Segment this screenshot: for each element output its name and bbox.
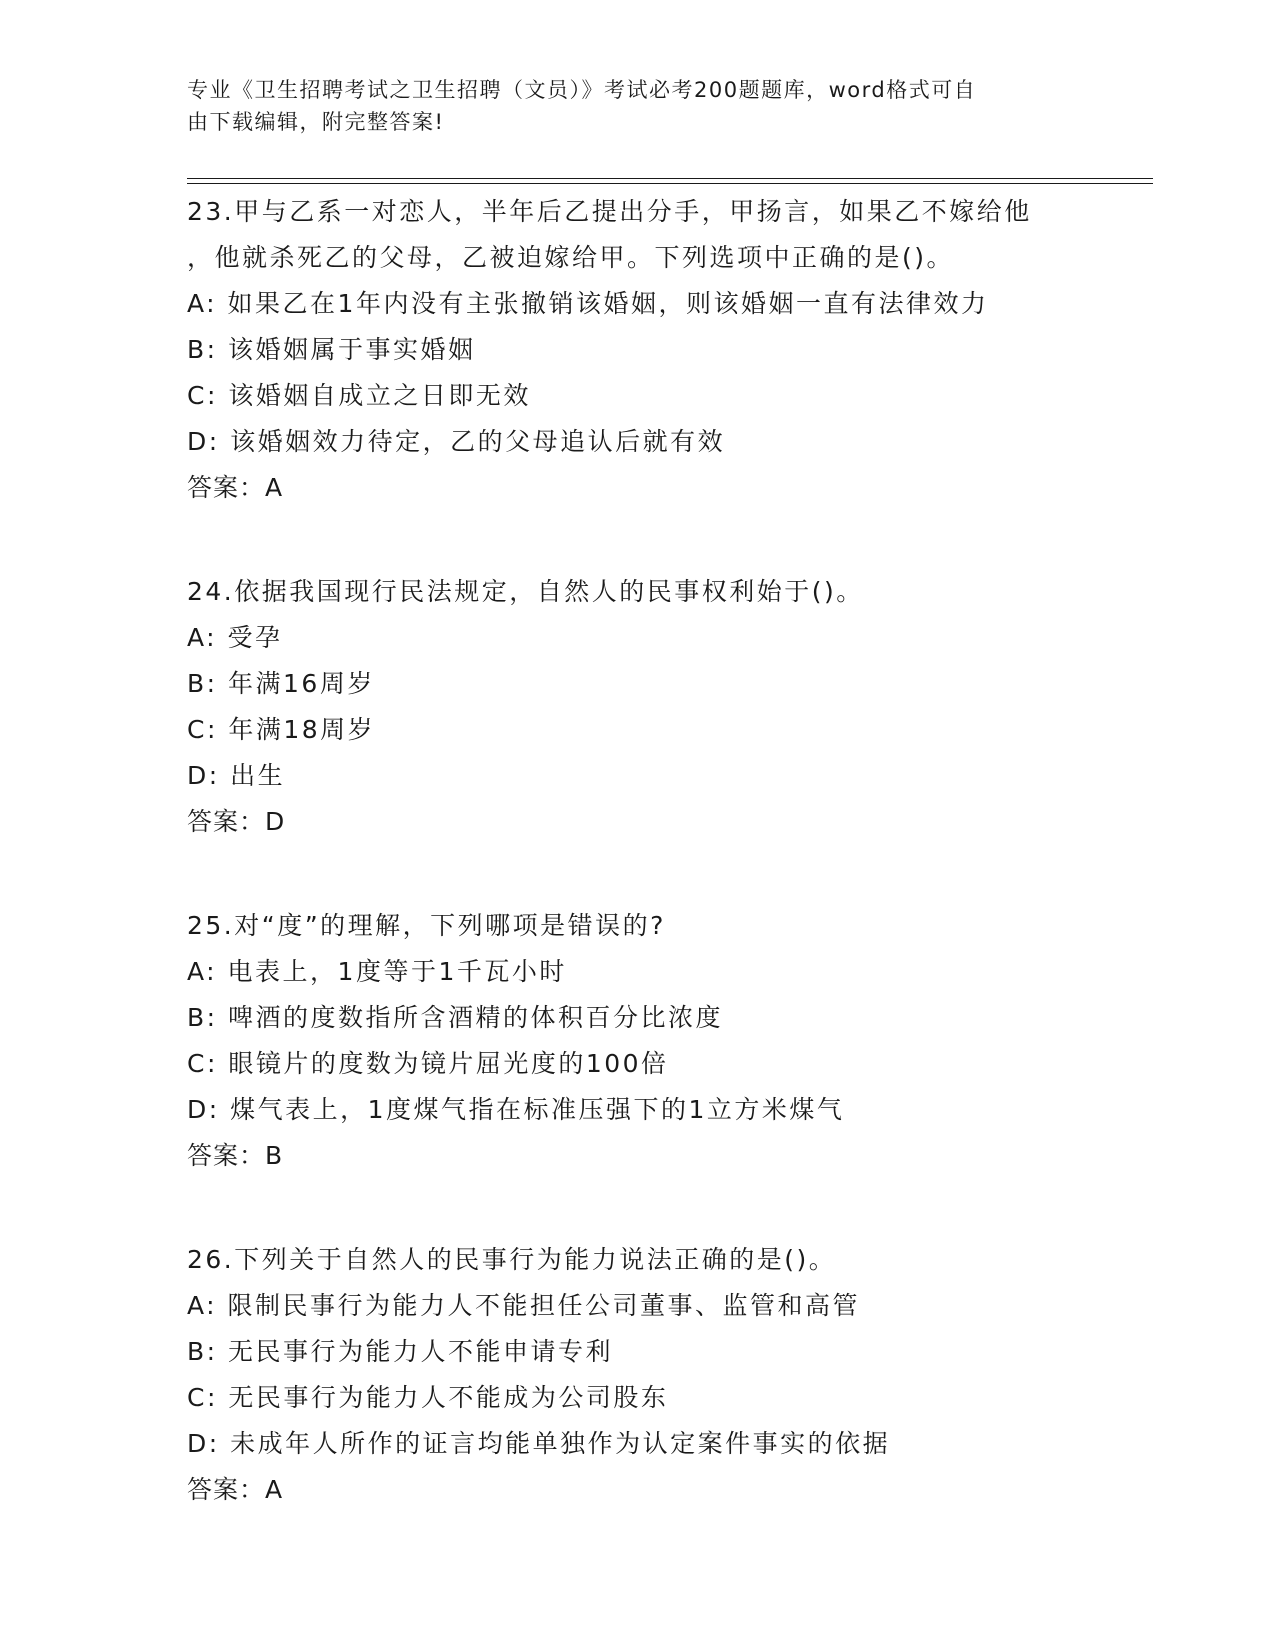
option-b: B: 无民事行为能力人不能申请专利 — [187, 1337, 614, 1366]
question-23 — [187, 189, 1127, 511]
option-b: B: 年满16周岁 — [187, 669, 375, 698]
header-line-1: 专业《卫生招聘考试之卫生招聘（文员）》考试必考200题题库，word格式可自 — [187, 78, 977, 102]
option-c: C: 年满18周岁 — [187, 715, 376, 744]
option-b: B: 啤酒的度数指所含酒精的体积百分比浓度 — [187, 1003, 724, 1032]
option-c: C: 眼镜片的度数为镜片屈光度的100倍 — [187, 1049, 669, 1078]
question-stem-line: 25.对“度”的理解，下列哪项是错误的? — [187, 911, 666, 940]
option-d: D: 未成年人所作的证言均能单独作为认定案件事实的依据 — [187, 1429, 891, 1458]
question-25 — [187, 903, 1127, 1179]
question-stem-line: 24.依据我国现行民法规定，自然人的民事权利始于()。 — [187, 577, 864, 606]
question-26 — [187, 1237, 1127, 1513]
header-rule-bottom — [187, 183, 1153, 184]
answer-line: 答案：D — [187, 807, 286, 836]
option-a: A: 电表上，1度等于1千瓦小时 — [187, 957, 567, 986]
option-c: C: 该婚姻自成立之日即无效 — [187, 381, 531, 410]
option-a: A: 限制民事行为能力人不能担任公司董事、监管和高管 — [187, 1291, 861, 1320]
document-header — [187, 74, 1067, 138]
option-d: D: 出生 — [187, 761, 286, 790]
option-c: C: 无民事行为能力人不能成为公司股东 — [187, 1383, 669, 1412]
answer-line: 答案：B — [187, 1141, 284, 1170]
question-stem-line: ，他就杀死乙的父母，乙被迫嫁给甲。下列选项中正确的是()。 — [187, 243, 955, 272]
option-d: D: 煤气表上，1度煤气指在标准压强下的1立方米煤气 — [187, 1095, 845, 1124]
question-24 — [187, 569, 1127, 845]
answer-line: 答案：A — [187, 1475, 284, 1504]
header-line-2: 由下载编辑，附完整答案! — [187, 110, 445, 134]
header-rule-top — [187, 178, 1153, 179]
option-b: B: 该婚姻属于事实婚姻 — [187, 335, 476, 364]
option-a: A: 受孕 — [187, 623, 283, 652]
option-d: D: 该婚姻效力待定，乙的父母追认后就有效 — [187, 427, 726, 456]
question-stem-line: 26.下列关于自然人的民事行为能力说法正确的是()。 — [187, 1245, 837, 1274]
question-stem-line: 23.甲与乙系一对恋人，半年后乙提出分手，甲扬言，如果乙不嫁给他 — [187, 197, 1032, 226]
option-a: A: 如果乙在1年内没有主张撤销该婚姻，则该婚姻一直有法律效力 — [187, 289, 989, 318]
question-list — [187, 189, 1127, 1571]
answer-line: 答案：A — [187, 473, 284, 502]
